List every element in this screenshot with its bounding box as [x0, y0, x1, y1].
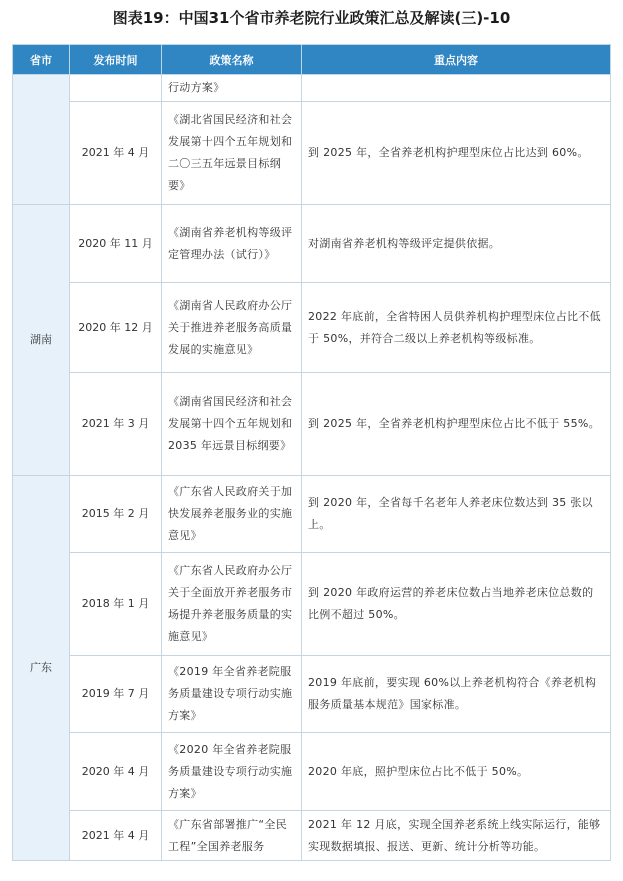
date-cell: 2015 年 2 月 [70, 476, 162, 553]
content-cell [302, 75, 611, 102]
policy-name-cell: 《湖南省人民政府办公厅关于推进养老服务高质量发展的实施意见》 [162, 283, 302, 373]
policy-table [12, 44, 611, 861]
figure-title: 图表19：中国31个省市养老院行业政策汇总及解读(三)-10 [112, 9, 511, 27]
policy-name-cell: 《湖南省养老机构等级评定管理办法（试行）》 [162, 205, 302, 283]
table-row [13, 283, 611, 373]
content-cell: 2020 年底，照护型床位占比不低于 50%。 [302, 733, 611, 811]
province-cell-guangdong: 广东 [13, 476, 70, 861]
date-cell: 2019 年 7 月 [70, 656, 162, 733]
date-cell: 2021 年 4 月 [70, 102, 162, 205]
policy-name-cell: 《湖北省国民经济和社会发展第十四个五年规划和二〇三五年远景目标纲要》 [162, 102, 302, 205]
content-cell: 对湖南省养老机构等级评定提供依据。 [302, 205, 611, 283]
policy-name-cell: 《2019 年全省养老院服务质量建设专项行动实施方案》 [162, 656, 302, 733]
date-cell: 2020 年 11 月 [70, 205, 162, 283]
content-cell: 到 2025 年，全省养老机构护理型床位占比达到 60%。 [302, 102, 611, 205]
content-cell: 到 2020 年，全省每千名老年人养老床位数达到 35 张以上。 [302, 476, 611, 553]
policy-name-cell: 《广东省人民政府关于加快发展养老服务业的实施意见》 [162, 476, 302, 553]
content-cell: 到 2025 年，全省养老机构护理型床位占比不低于 55%。 [302, 373, 611, 476]
content-cell: 2022 年底前，全省特困人员供养机构护理型床位占比不低于 50%，并符合二级以上养老机构等级标准。 [302, 283, 611, 373]
table-row [13, 75, 611, 102]
header-policy-name: 政策名称 [162, 45, 302, 75]
table-row [13, 656, 611, 733]
policy-name-cell: 《湖南省国民经济和社会发展第十四个五年规划和 2035 年远景目标纲要》 [162, 373, 302, 476]
table-row [13, 811, 611, 861]
header-date: 发布时间 [70, 45, 162, 75]
date-cell: 2021 年 3 月 [70, 373, 162, 476]
content-cell: 2021 年 12 月底，实现全国养老系统上线实际运行，能够实现数据填报、报送、更新、统计分析等功能。 [302, 811, 611, 861]
table-row [13, 205, 611, 283]
header-key-content: 重点内容 [302, 45, 611, 75]
table-row [13, 476, 611, 553]
header-row [13, 45, 611, 75]
table-row [13, 373, 611, 476]
date-cell: 2020 年 4 月 [70, 733, 162, 811]
policy-name-cell: 《2020 年全省养老院服务质量建设专项行动实施方案》 [162, 733, 302, 811]
table-row [13, 733, 611, 811]
policy-name-cell: 行动方案》 [162, 75, 302, 102]
table-row [13, 102, 611, 205]
content-cell: 2019 年底前，要实现 60%以上养老机构符合《养老机构服务质量基本规范》国家标准。 [302, 656, 611, 733]
policy-name-cell: 《广东省部署推广“全民工程”全国养老服务 [162, 811, 302, 861]
content-cell: 到 2020 年政府运营的养老床位数占当地养老床位总数的比例不超过 50%。 [302, 553, 611, 656]
date-cell: 2021 年 4 月 [70, 811, 162, 861]
province-cell-hubei [13, 75, 70, 205]
date-cell: 2018 年 1 月 [70, 553, 162, 656]
table-row [13, 553, 611, 656]
header-province: 省市 [13, 45, 70, 75]
policy-name-cell: 《广东省人民政府办公厅关于全面放开养老服务市场提升养老服务质量的实施意见》 [162, 553, 302, 656]
date-cell: 2020 年 12 月 [70, 283, 162, 373]
date-cell [70, 75, 162, 102]
province-cell-hunan: 湖南 [13, 205, 70, 476]
